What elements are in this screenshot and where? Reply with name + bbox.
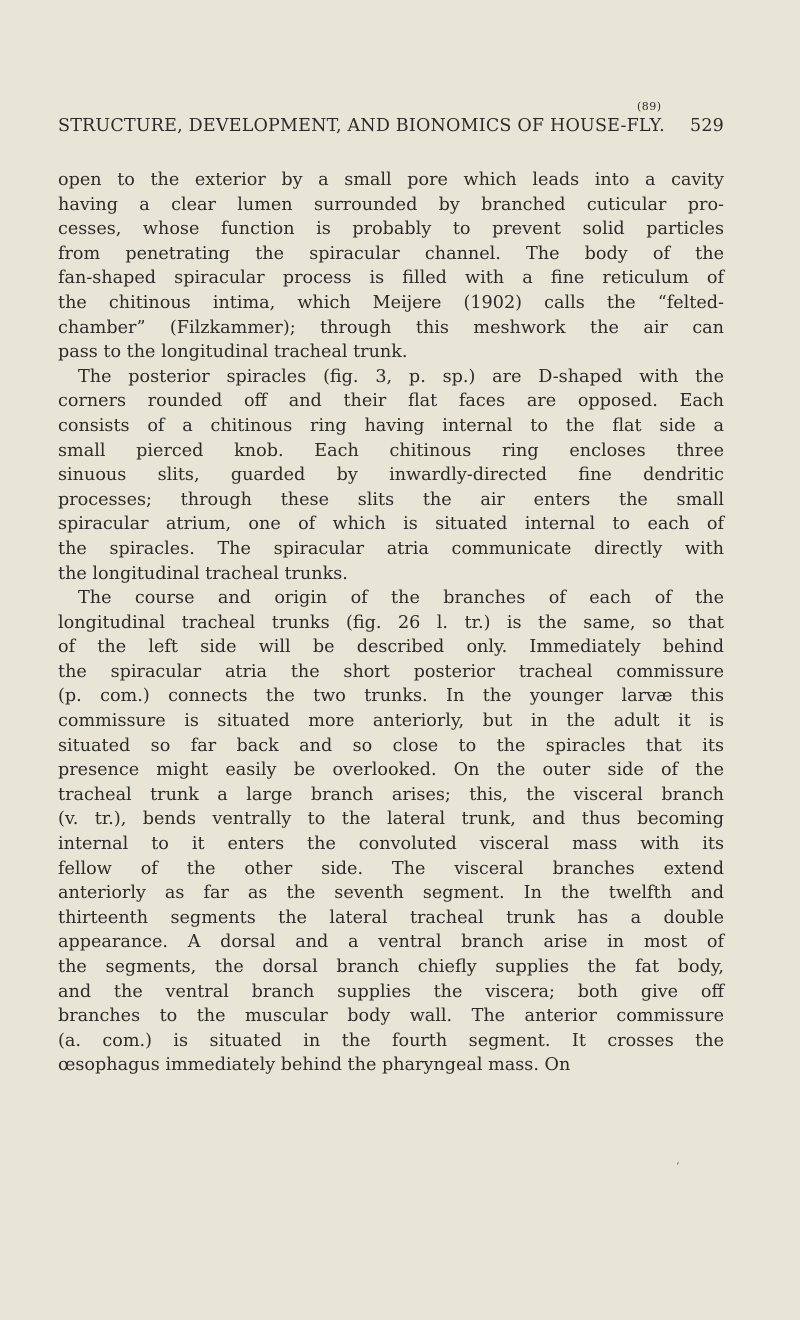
text-line: commissure is situated more anteriorly, but in the adult it is — [58, 711, 724, 732]
text-line: The posterior spiracles (fig. 3, p. sp.) are D-shaped with the — [78, 366, 724, 387]
text-line: consists of a chitinous ring having internal to the flat side a — [58, 415, 724, 436]
text-line: of the left side will be described only. Immediately behind — [58, 637, 724, 658]
text-line: processes; through these slits the air enters the small — [58, 489, 724, 510]
text-line: small pierced knob. Each chitinous ring encloses three — [58, 440, 724, 461]
text-line: (p. com.) connects the two trunks. In the younger larvæ this — [58, 686, 724, 707]
text-line: the spiracular atria the short posterior tracheal commissure — [58, 661, 724, 682]
text-line: œsophagus immediately behind the pharyngeal mass. On — [58, 1055, 571, 1076]
text-line: longitudinal tracheal trunks (fig. 26 l. tr.) is the same, so that — [58, 612, 724, 633]
text-line: internal to it enters the convoluted visceral mass with its — [58, 834, 724, 855]
text-line: The course and origin of the branches of each of the — [78, 588, 724, 609]
text-line: the longitudinal tracheal trunks. — [58, 563, 348, 584]
text-line: cesses, whose function is probably to prevent solid particles — [58, 219, 724, 240]
text-line: the segments, the dorsal branch chiefly supplies the fat body, — [58, 957, 724, 977]
text-line: fan-shaped spiracular process is filled with a fine reticulum of — [58, 268, 724, 289]
text-line: thirteenth segments the lateral tracheal trunk has a double — [58, 907, 724, 928]
running-head-title: STRUCTURE, DEVELOPMENT, AND BIONOMICS OF HOUSE-FLY. — [58, 116, 665, 136]
text-line: and the ventral branch supplies the viscera; both give off — [58, 981, 724, 1002]
text-line: having a clear lumen surrounded by branched cuticular pro- — [58, 194, 724, 215]
text-line: the chitinous intima, which Meijere (1902) calls the “felted- — [58, 292, 724, 313]
text-line: tracheal trunk a large branch arises; this, the visceral branch — [58, 784, 724, 805]
text-line: branches to the muscular body wall. The anterior commissure — [58, 1006, 724, 1027]
text-line: sinuous slits, guarded by inwardly-directed fine dendritic — [58, 465, 724, 486]
text-line: fellow of the other side. The visceral branches extend — [58, 858, 724, 879]
body-text — [58, 168, 724, 1078]
text-line: pass to the longitudinal tracheal trunk. — [58, 342, 408, 363]
text-line: from penetrating the spiracular channel. The body of the — [58, 243, 724, 264]
text-line: the spiracles. The spiracular atria communicate directly with — [58, 538, 724, 559]
text-line: open to the exterior by a small pore which leads into a cavity — [58, 170, 724, 190]
running-head — [58, 116, 724, 136]
text-line: situated so far back and so close to the spiracles that its — [58, 735, 724, 756]
signature-mark: (89) — [637, 100, 662, 113]
text-line: (v. tr.), bends ventrally to the lateral trunk, and thus becoming — [58, 809, 724, 830]
stray-mark: ‘ — [676, 1160, 680, 1173]
text-line: spiracular atrium, one of which is situated internal to each of — [58, 514, 724, 535]
text-line: corners rounded off and their flat faces are opposed. Each — [58, 391, 724, 412]
text-line: (a. com.) is situated in the fourth segment. It crosses the — [58, 1030, 724, 1051]
text-line: presence might easily be overlooked. On the outer side of the — [58, 760, 724, 781]
text-line: anteriorly as far as the seventh segment. In the twelfth and — [58, 883, 724, 904]
text-line: chamber” (Filzkammer); through this meshwork the air can — [58, 317, 724, 338]
page-number: 529 — [689, 116, 724, 136]
text-line: appearance. A dorsal and a ventral branch arise in most of — [58, 932, 724, 953]
